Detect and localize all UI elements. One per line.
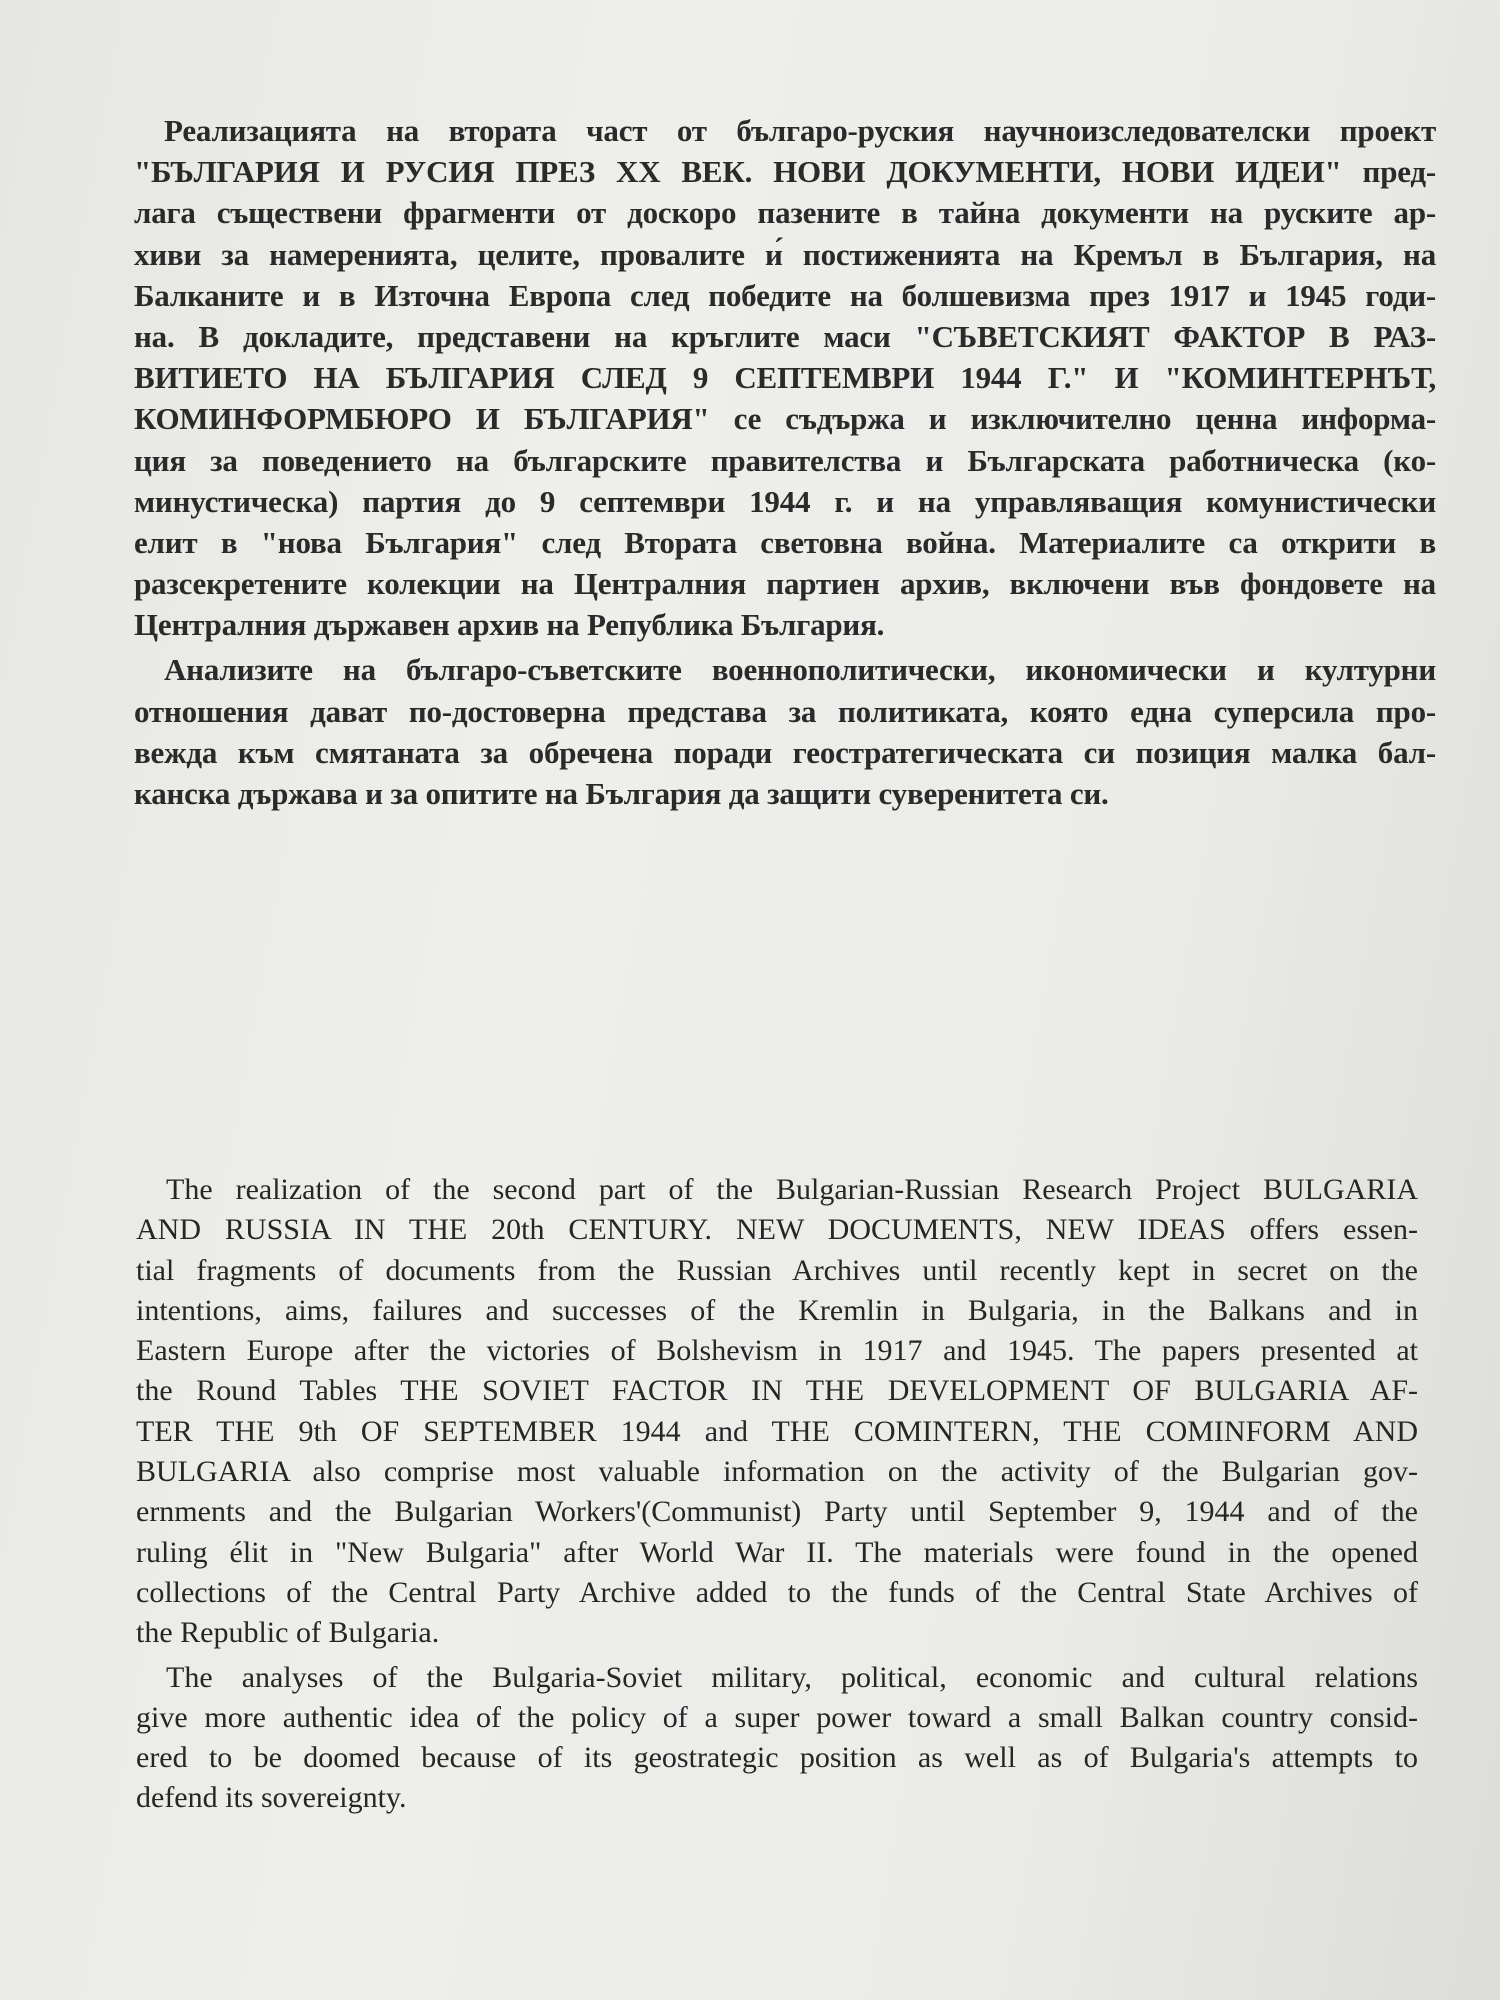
text-line: разсекретените колекции на Централния партиен архив, включени във фондовете на <box>134 566 1436 602</box>
paragraph <box>134 649 1436 814</box>
text-line: Централния държавен архив на Република България. <box>134 607 885 643</box>
text-line: collections of the Central Party Archive added to the funds of the Central State Archives of <box>136 1575 1418 1609</box>
text-line: Реализацията на втората част от българо-руския научноизследователски проект <box>164 113 1436 148</box>
text-line: лага съществени фрагменти от доскоро пазените в тайна документи на руските ар- <box>134 195 1436 231</box>
text-line: The analyses of the Bulgaria-Soviet military, political, economic and cultural relations <box>166 1660 1418 1694</box>
text-line: елит в "нова България" след Втората световна война. Материалите са открити в <box>134 524 1436 560</box>
text-line: ernments and the Bulgarian Workers'(Communist) Party until September 9, 1944 and of the <box>136 1495 1418 1529</box>
text-line: канска държава и за опитите на България да защити суверенитета си. <box>134 776 1109 811</box>
text-line: AND RUSSIA IN THE 20th CENTURY. NEW DOCUMENTS, NEW IDEAS offers essen- <box>136 1213 1418 1247</box>
text-line: the Round Tables THE SOVIET FACTOR IN THE DEVELOPMENT OF BULGARIA AF- <box>136 1374 1418 1408</box>
text-line: Балканите и в Източна Европа след победите на болшевизма през 1917 и 1945 годи- <box>134 277 1436 313</box>
text-line: Eastern Europe after the victories of Bolshevism in 1917 and 1945. The papers presented at <box>136 1334 1418 1368</box>
text-line: BULGARIA also comprise most valuable information on the activity of the Bulgarian gov- <box>136 1455 1418 1489</box>
paragraph <box>136 1170 1418 1654</box>
text-line: на. В докладите, представени на кръглите маси "СЪВЕТСКИЯТ ФАКТОР В РАЗ- <box>134 318 1436 354</box>
bulgarian-text-block <box>134 110 1436 814</box>
text-line: the Republic of Bulgaria. <box>136 1616 440 1650</box>
text-line: ruling élit in "New Bulgaria" after World War II. The materials were found in the opened <box>136 1535 1418 1569</box>
text-line: defend its sovereignty. <box>136 1781 407 1815</box>
text-line: вежда към смятаната за обречена поради геостратегическата си позиция малка бал- <box>134 734 1436 770</box>
english-text-block <box>136 1170 1418 1819</box>
text-line: хиви за намеренията, целите, провалите и́ постиженията на Кремъл в България, на <box>134 236 1436 272</box>
text-line: intentions, aims, failures and successes of the Kremlin in Bulgaria, in the Balkans and in <box>136 1293 1418 1327</box>
text-line: give more authentic idea of the policy of a super power toward a small Balkan country consid- <box>136 1700 1418 1734</box>
text-line: tial fragments of documents from the Russian Archives until recently kept in secret on the <box>136 1253 1418 1287</box>
text-line: TER THE 9th OF SEPTEMBER 1944 and THE COMINTERN, THE COMINFORM AND <box>136 1414 1418 1448</box>
text-line: "БЪЛГАРИЯ И РУСИЯ ПРЕЗ XX ВЕК. НОВИ ДОКУМЕНТИ, НОВИ ИДЕИ" пред- <box>134 154 1436 190</box>
text-line: КОМИНФОРМБЮРО И БЪЛГАРИЯ" се съдържа и изключително ценна информа- <box>134 401 1436 437</box>
text-line: The realization of the second part of the Bulgarian-Russian Research Project BULGARIA <box>166 1173 1418 1206</box>
paragraph <box>134 110 1436 645</box>
text-line: ВИТИЕТО НА БЪЛГАРИЯ СЛЕД 9 СЕПТЕМВРИ 1944 Г." И "КОМИНТЕРНЪТ, <box>134 360 1436 396</box>
text-line: ered to be doomed because of its geostrategic position as well as of Bulgaria's attempts to <box>136 1741 1418 1775</box>
text-line: Анализите на българо-съветските военнополитически, икономически и културни <box>164 652 1436 688</box>
text-line: ция за поведението на българските правителства и Българската работническа (ко- <box>134 442 1436 478</box>
text-line: минустическа) партия до 9 септември 1944 г. и на управляващия комунистически <box>134 483 1436 519</box>
paragraph <box>136 1658 1418 1819</box>
text-line: отношения дават по-достоверна представа за политиката, която една суперсила про- <box>134 693 1436 729</box>
